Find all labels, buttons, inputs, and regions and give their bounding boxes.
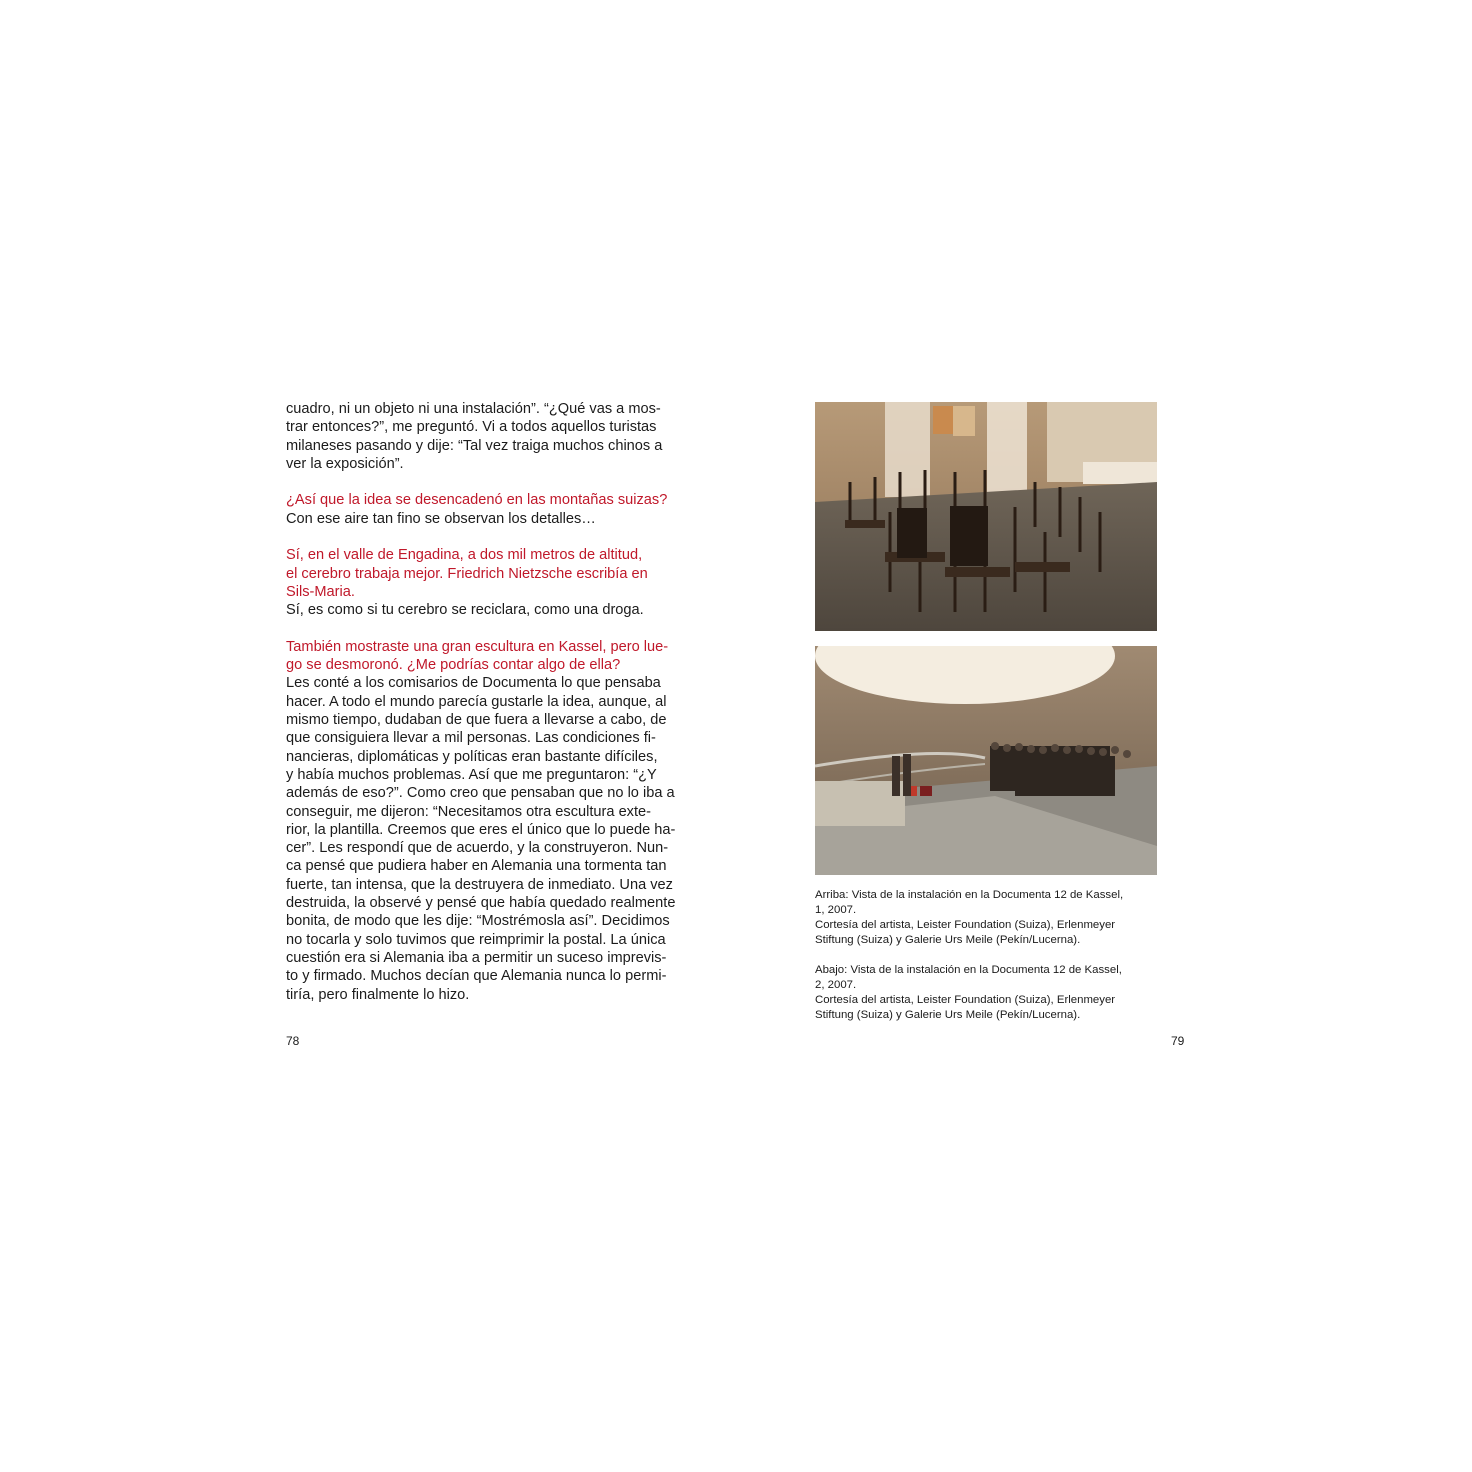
question-line: Sí, en el valle de Engadina, a dos mil metros de altitud, [286,547,643,564]
question-line: También mostraste una gran escultura en Kassel, pero lue- [286,638,669,655]
page-number: 78 [286,1034,300,1048]
text-line: no tocarla y solo tuvimos que reimprimir la postal. La única [286,931,666,948]
question-1: ¿Así que la idea se desencadenó en las montañas suizas? [286,492,668,509]
caption-bottom [815,963,1160,1023]
text-line: ca pensé que pudiera haber en Alemania una tormenta tan [286,858,667,875]
question-2 [286,546,687,601]
caption-line: Stiftung (Suiza) y Galerie Urs Meile (Pekín/Lucerna). [815,1009,1081,1021]
text-line: ver la exposición”. [286,455,404,472]
interview-text [286,400,687,1004]
right-page [736,0,1472,1472]
text-line: Con ese aire tan fino se observan los detalles… [286,510,596,527]
answer-paragraph-3 [286,601,687,619]
text-line: que consiguiera llevar a mil personas. Las condiciones fi- [286,730,656,747]
caption-line: Arriba: Vista de la instalación en la Documenta 12 de Kassel, [815,889,1124,901]
text-line: hacer. A todo el mundo parecía gustarle la idea, aunque, al [286,693,667,710]
question-line: go se desmoronó. ¿Me podrías contar algo de ella? [286,657,621,674]
caption-line: 2, 2007. [815,979,857,991]
text-line: además de eso?”. Como creo que pensaban que no lo iba a [286,785,675,802]
text-line: cer”. Les respondí que de acuerdo, y la construyeron. Nun- [286,840,669,857]
text-line: Sí, es como si tu cerebro se reciclara, como una droga. [286,602,644,619]
text-line: nancieras, diplomáticas y políticas eran bastante difíciles, [286,748,658,765]
caption-top [815,888,1160,948]
answer-paragraph-1 [286,400,687,473]
text-line: rior, la plantilla. Creemos que eres el único que lo puede ha- [286,821,676,838]
caption-line: 1, 2007. [815,904,857,916]
text-line: cuestión era si Alemania iba a permitir un suceso imprevis- [286,949,667,966]
text-line: fuerte, tan intensa, que la destruyera de inmediato. Una vez [286,876,673,893]
answer-paragraph-2 [286,510,687,528]
installation-photo-chairs [815,402,1157,631]
installation-photo-audience [815,646,1157,875]
question-line: el cerebro trabaja mejor. Friedrich Nietzsche escribía en [286,565,648,582]
question-3 [286,638,687,675]
caption-line: Cortesía del artista, Leister Foundation (Suiza), Erlenmeyer [815,994,1116,1006]
text-line: tiría, pero finalmente lo hizo. [286,986,470,1003]
text-line: cuadro, ni un objeto ni una instalación”. “¿Qué vas a mos- [286,401,661,417]
text-line: trar entonces?”, me preguntó. Vi a todos aquellos turistas [286,419,657,436]
text-line: conseguir, me dijeron: “Necesitamos otra escultura exte- [286,803,652,820]
text-line: to y firmado. Muchos decían que Alemania nunca lo permi- [286,968,667,985]
text-line: mismo tiempo, dudaban de que fuera a llevarse a cabo, de [286,712,667,729]
text-line: y había muchos problemas. Así que me preguntaron: “¿Y [286,766,657,783]
text-line: bonita, de modo que les dije: “Mostrémosla así”. Decidimos [286,913,670,930]
photo-captions [815,888,1160,1023]
question-line: Sils-Maria. [286,583,355,600]
text-line: milaneses pasando y dije: “Tal vez traiga muchos chinos a [286,437,663,454]
text-line: Les conté a los comisarios de Documenta lo que pensaba [286,675,661,692]
page-number: 79 [1171,1034,1185,1048]
caption-line: Stiftung (Suiza) y Galerie Urs Meile (Pekín/Lucerna). [815,934,1081,946]
answer-paragraph-4 [286,674,687,1003]
caption-line: Abajo: Vista de la instalación en la Documenta 12 de Kassel, [815,964,1122,976]
caption-line: Cortesía del artista, Leister Foundation (Suiza), Erlenmeyer [815,919,1116,931]
text-line: destruida, la observé y pensé que había quedado realmente [286,895,676,912]
